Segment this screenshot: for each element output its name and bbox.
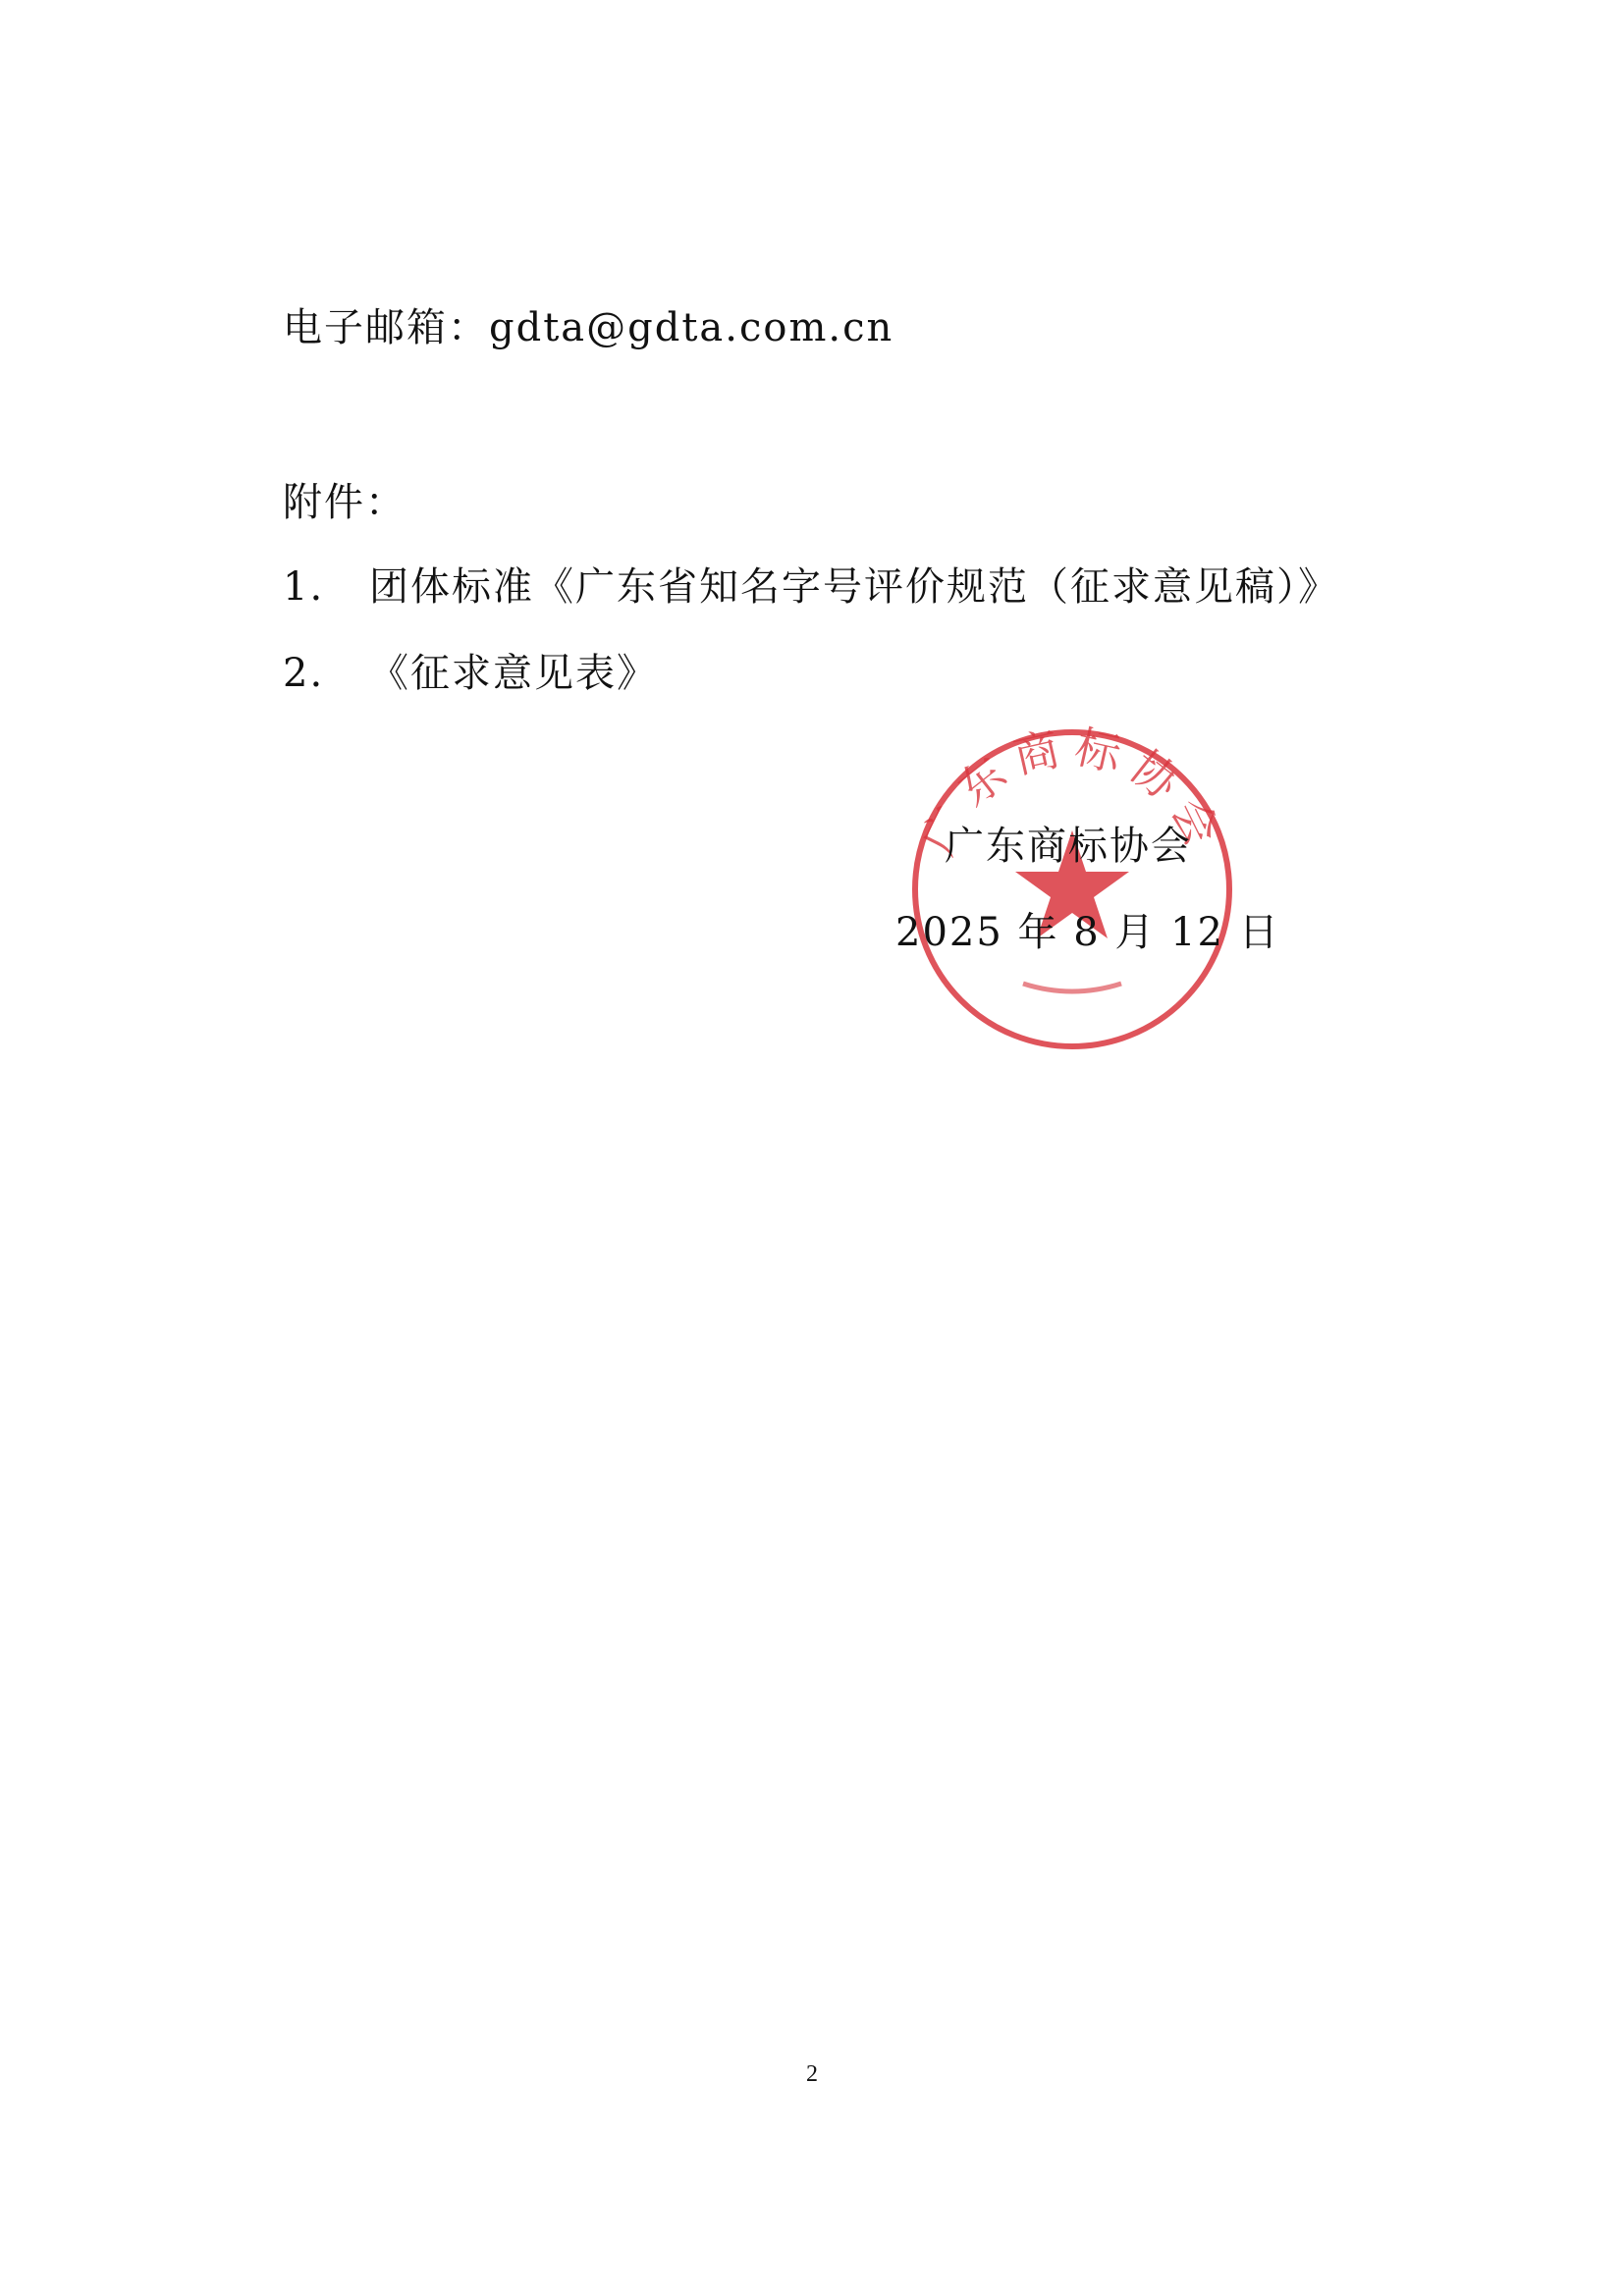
svg-text:广东商标协会: 广东商标协会 [911, 722, 1233, 863]
email-address[interactable]: gdta@gdta.com.cn [489, 305, 894, 350]
attachment-item [283, 563, 1339, 611]
attachments-heading: 附件： [283, 480, 406, 525]
page-number: 2 [806, 2061, 818, 2087]
attachment-title: 《征求意见表》 [369, 651, 658, 696]
attachment-number: 2. [283, 651, 325, 696]
signing-date: 2025 年 8 月 12 日 [895, 910, 1280, 955]
attachment-title: 团体标准《广东省知名字号评价规范（征求意见稿）》 [369, 564, 1339, 610]
official-seal-stamp [905, 722, 1239, 1056]
email-label: 电子邮箱： [283, 305, 489, 350]
attachment-number: 1. [283, 564, 325, 610]
attachment-item [283, 650, 658, 697]
signing-organization: 广东商标协会 [945, 824, 1192, 869]
contact-email-line [283, 304, 893, 351]
